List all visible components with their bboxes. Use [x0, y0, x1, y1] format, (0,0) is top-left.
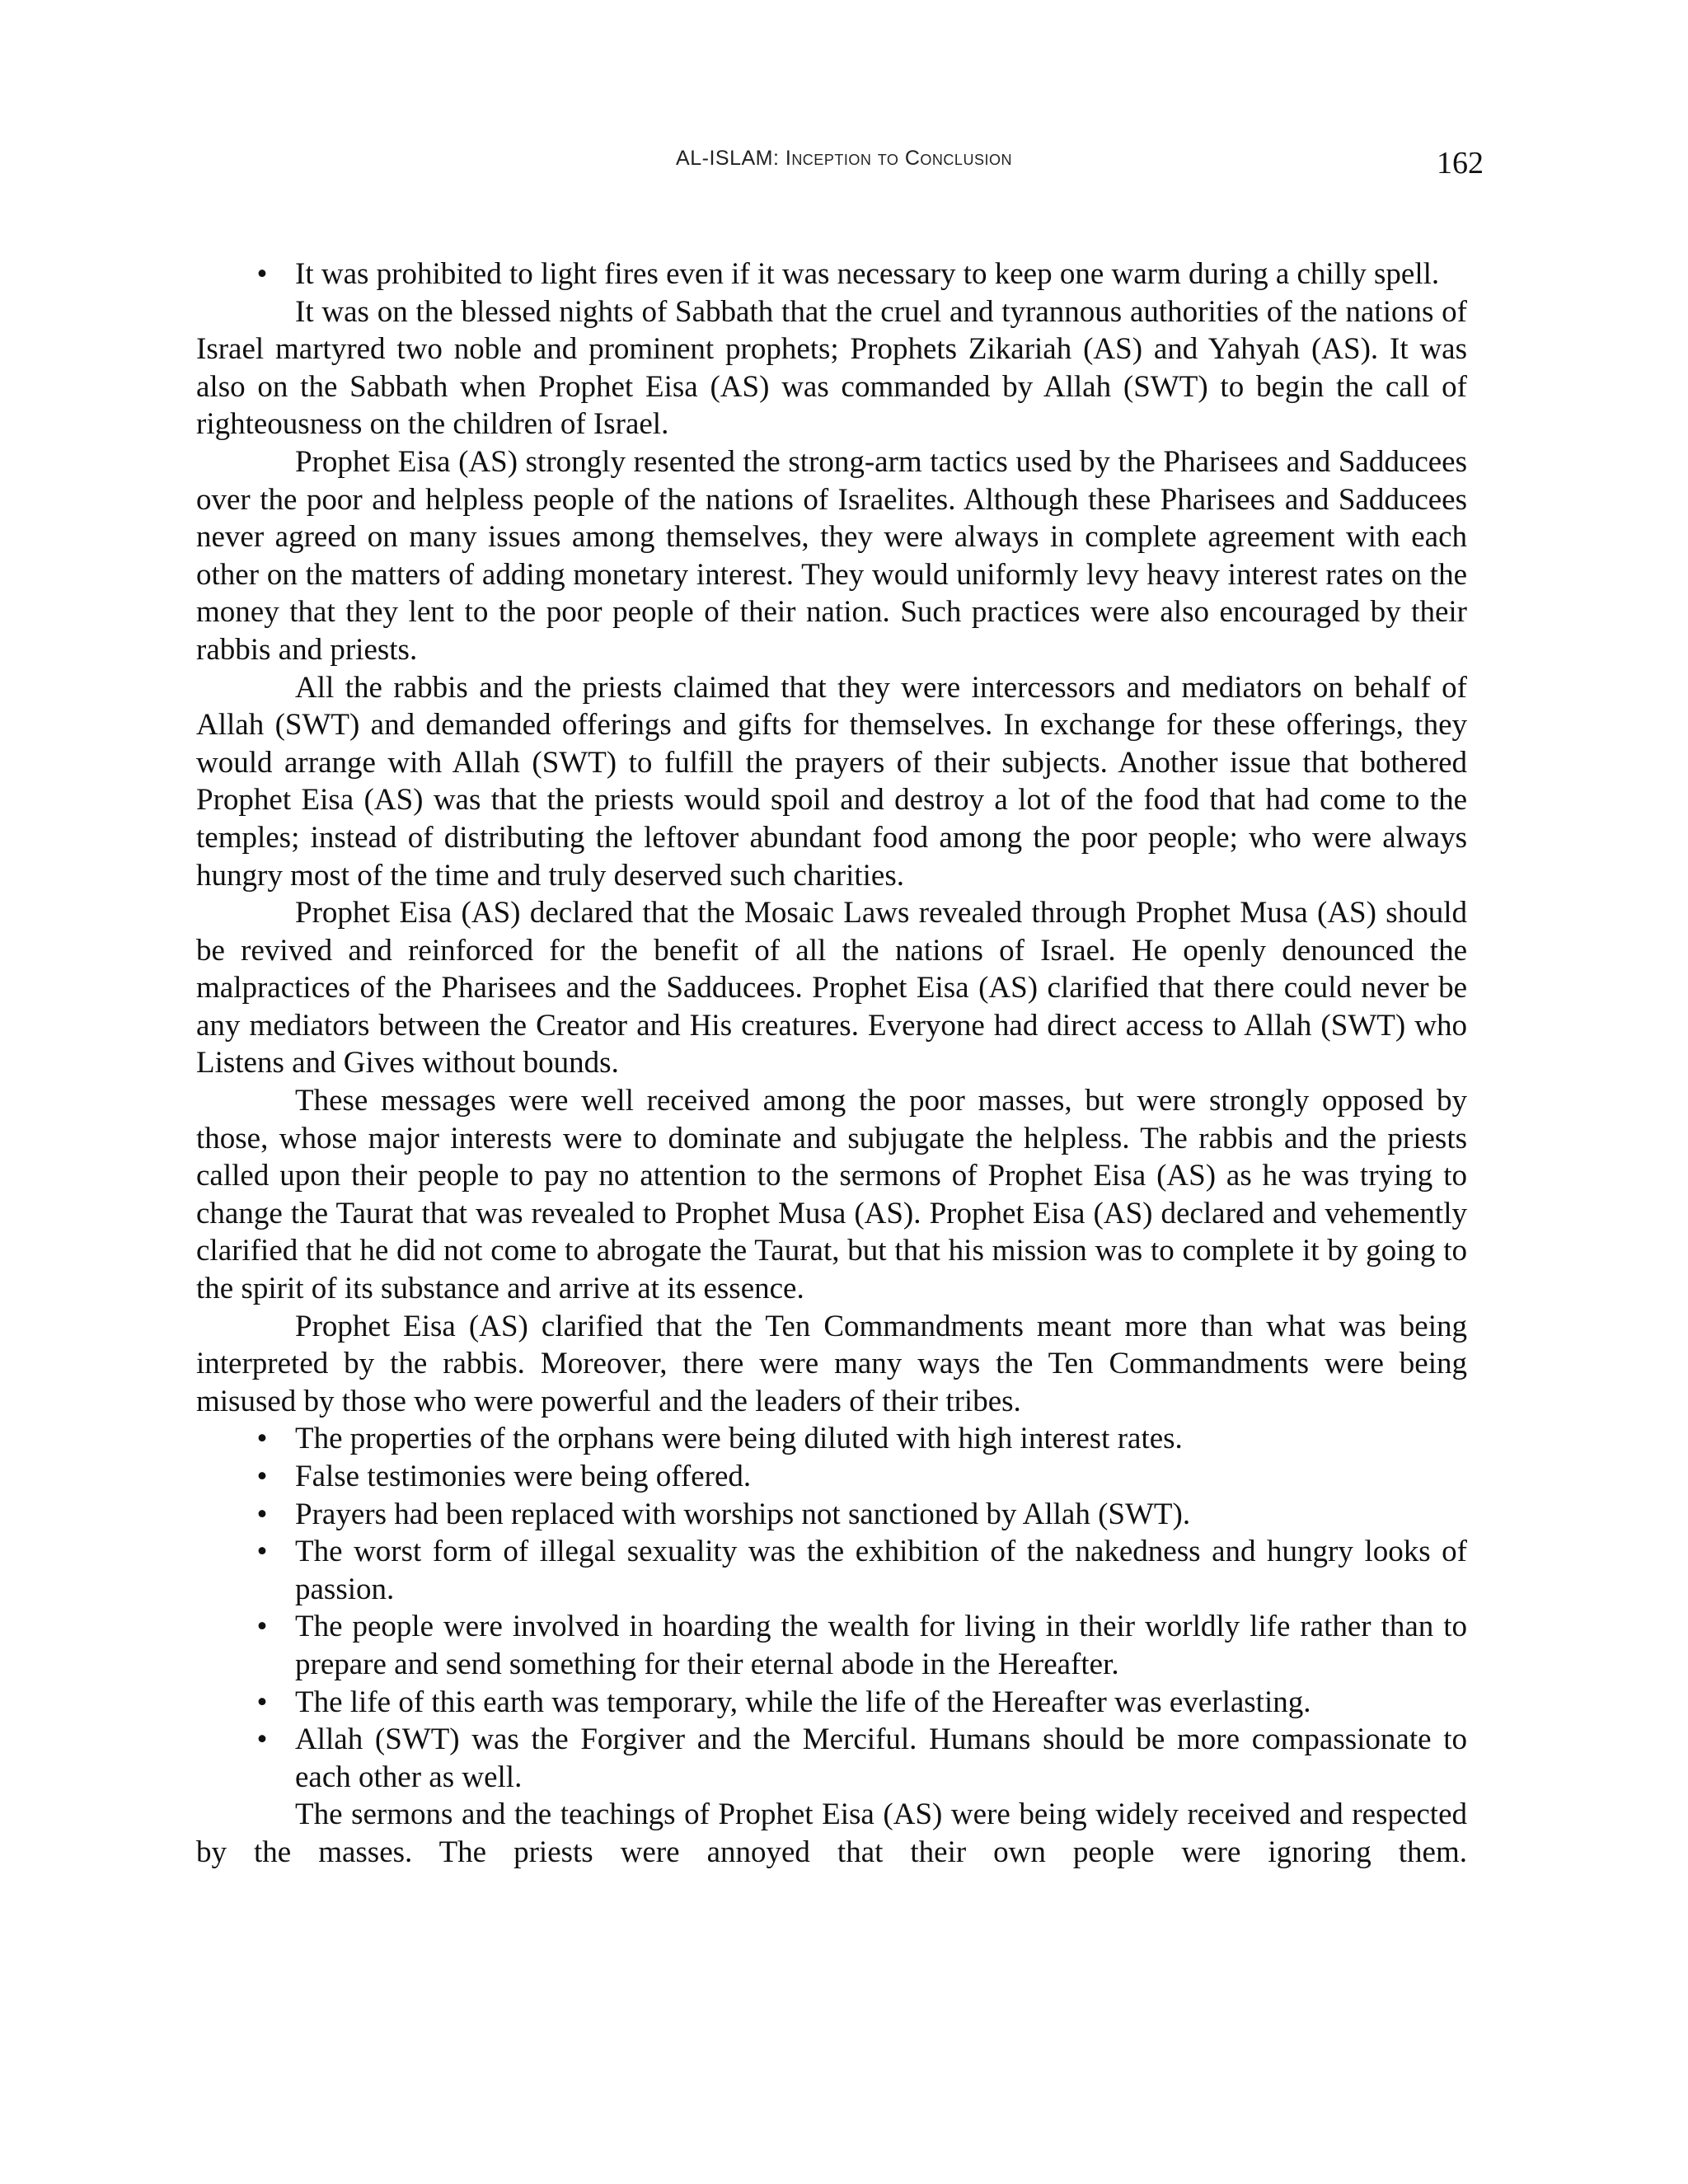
- bullet-icon: •: [256, 1422, 268, 1456]
- commandment-bullet-list: [196, 1420, 1467, 1796]
- bullet-item: [196, 1420, 1467, 1458]
- closing-paragraph: The sermons and the teachings of Prophet Eisa (AS) were being widely received and respected by the masses. The priests were annoyed that their own people were ignoring them.: [196, 1797, 1467, 1869]
- bullet-icon: •: [256, 1722, 268, 1757]
- paragraph: It was on the blessed nights of Sabbath that the cruel and tyrannous authorities of the nations of Israel martyred two noble and prominent prophets; Prophets Zikariah (AS) and Yahyah (AS). It was also on the Sabbath when Prophet Eisa (AS) was commanded by Allah (SWT) to begin the call of righteousness on the children of Israel.: [196, 294, 1467, 442]
- bullet-text: The people were involved in hoarding the wealth for living in their worldly life rather than to prepare and send something for their eternal abode in the Hereafter.: [295, 1610, 1467, 1681]
- bullet-text: False testimonies were being offered.: [295, 1460, 752, 1493]
- bullet-item: [196, 1721, 1467, 1796]
- paragraph: These messages were well received among the poor masses, but were strongly opposed by those, whose major interests were to dominate and subjugate the helpless. The rabbis and the priests called upon their people to pay no attention to the sermons of Prophet Eisa (AS) as he was trying to change the Taurat that was revealed to Prophet Musa (AS). Prophet Eisa (AS) declared and vehemently clarified that he did not come to abrogate the Taurat, but that his mission was to complete it by going to the spirit of its substance and arrive at its essence.: [196, 1084, 1467, 1306]
- paragraph: All the rabbis and the priests claimed that they were intercessors and mediators on behalf of Allah (SWT) and demanded offerings and gifts for themselves. In exchange for these offerings, they would arrange with Allah (SWT) to fulfill the prayers of their subjects. Another issue that bothered Prophet Eisa (AS) was that the priests would spoil and destroy a lot of the food that had come to the temples; instead of distributing the leftover abundant food among the poor people; who were always hungry most of the time and truly deserved such charities.: [196, 670, 1467, 893]
- bullet-icon: •: [256, 1685, 268, 1719]
- bullet-icon: •: [256, 1460, 268, 1493]
- page-number: 162: [1437, 146, 1484, 180]
- bullet-text: The worst form of illegal sexuality was the exhibition of the nakedness and hungry looks of passion.: [295, 1535, 1467, 1606]
- bullet-item: [196, 1608, 1467, 1683]
- paragraph: Prophet Eisa (AS) strongly resented the strong-arm tactics used by the Pharisees and Sadducees over the poor and helpless people of the nations of Israelites. Although these Pharisees and Sadducees never agreed on many issues among themselves, they were always in complete agreement with each other on the matters of adding monetary interest. They would uniformly levy heavy interest rates on the money that they lent to the poor people of their nation. Such practices were also encouraged by their rabbis and priests.: [196, 444, 1467, 667]
- bullet-icon: •: [256, 1497, 268, 1531]
- paragraph: Prophet Eisa (AS) declared that the Mosaic Laws revealed through Prophet Musa (AS) should be revived and reinforced for the benefit of all the nations of Israel. He openly denounced the malpractices of the Pharisees and the Sadducees. Prophet Eisa (AS) clarified that there could never be any mediators between the Creator and His creatures. Everyone had direct access to Allah (SWT) who Listens and Gives without bounds.: [196, 896, 1467, 1080]
- bullet-item: [196, 1496, 1467, 1534]
- bullet-icon: •: [256, 1535, 268, 1569]
- intro-bullet-list: [196, 255, 1467, 293]
- bullet-text: It was prohibited to light fires even if it was necessary to keep one warm during a chilly spell.: [295, 257, 1440, 291]
- bullet-text: The life of this earth was temporary, while the life of the Hereafter was everlasting.: [295, 1685, 1311, 1719]
- paragraph: Prophet Eisa (AS) clarified that the Ten Commandments meant more than what was being interpreted by the rabbis. Moreover, there were many ways the Ten Commandments were being misused by those who were powerful and the leaders of their tribes.: [196, 1309, 1467, 1418]
- body-text: [196, 255, 1467, 1872]
- bullet-item: [196, 1684, 1467, 1722]
- bullet-text: Prayers had been replaced with worships not sanctioned by Allah (SWT).: [295, 1497, 1191, 1531]
- bullet-text: The properties of the orphans were being diluted with high interest rates.: [295, 1422, 1183, 1456]
- bullet-icon: •: [256, 257, 268, 291]
- bullet-item: [196, 255, 1467, 293]
- bullet-icon: •: [256, 1610, 268, 1644]
- bullet-item: [196, 1458, 1467, 1496]
- running-head: AL-ISLAM: Inception to Conclusion: [676, 147, 1012, 170]
- bullet-text: Allah (SWT) was the Forgiver and the Merciful. Humans should be more compassionate to each other as well.: [295, 1722, 1467, 1794]
- bullet-item: [196, 1533, 1467, 1608]
